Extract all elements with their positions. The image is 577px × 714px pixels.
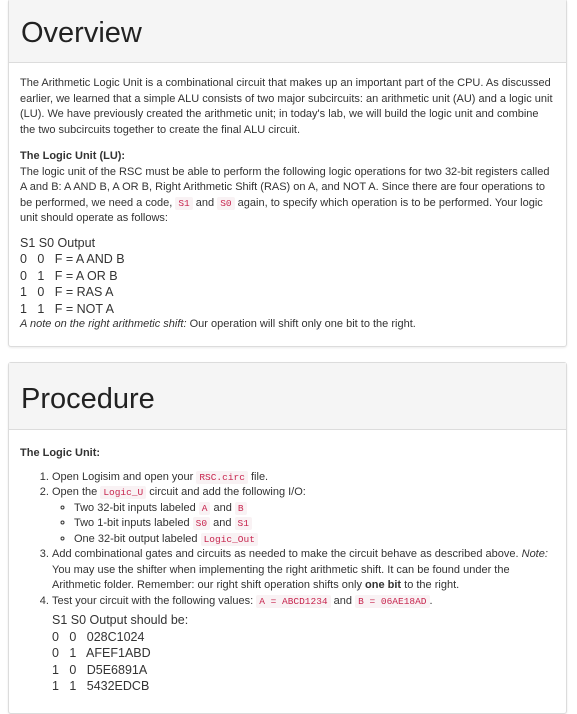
overview-panel: [8, 0, 567, 347]
procedure-logic-unit-heading: The Logic Unit:: [20, 447, 101, 459]
expected-output-row: 1 1 5432EDCB: [52, 679, 150, 693]
step-1: 1. Open Logisim and open your RSC.circ file.: [52, 470, 555, 486]
procedure-steps: [20, 470, 555, 695]
logic-unit-description: The logic unit of the RSC must be able to perform the following logic operations for two 32-bit registers called A and B: A AND B, A OR B, Right Arithmetic Shift (RAS) on A, and NOT A. Since there are four operations to be performed, we need a code, S1 and S0 again, to specify which operation is to be performed. Your logic unit should operate as follows:: [20, 165, 550, 224]
step-2: 2. Open the Logic_U circuit and add the following I/O: ◦ Two 32-bit inputs labeled A and B ◦ Two 1-bit inputs labeled S0 and S1 ◦ One 32-bit output labeled Logic_Out: [52, 485, 555, 547]
io-item-inputs-1bit: ◦ Two 1-bit inputs labeled S0 and S1: [74, 516, 555, 532]
code-s1: S1: [175, 197, 192, 210]
io-list: [52, 501, 555, 548]
overview-title: Overview: [21, 17, 142, 49]
truth-table-row: 1 1 F = NOT A: [20, 301, 114, 316]
expected-output-header: S1 S0 Output should be:: [52, 613, 189, 627]
overview-intro: The Arithmetic Logic Unit is a combinational circuit that makes up an important part of the CPU. As discussed earlier, we learned that a simple ALU consists of two major subcircuits: an arithmetic unit (AU) and a logic unit (LU). We have previously created the arithmetic unit; in today's lab, we will build the logic unit and combine the two subcircuits together to create the final ALU circuit.: [20, 77, 553, 136]
overview-body: [9, 63, 566, 333]
truth-table: [20, 235, 555, 318]
logic-unit-heading: The Logic Unit (LU):: [20, 150, 126, 162]
procedure-title: Procedure: [21, 383, 155, 415]
overview-header: [9, 0, 566, 63]
truth-table-header: S1 S0 Output: [20, 235, 96, 250]
procedure-header: [9, 363, 566, 430]
truth-table-row: 0 1 F = A OR B: [20, 268, 118, 283]
io-item-output: ◦ One 32-bit output labeled Logic_Out: [74, 532, 555, 548]
step-4: 4. Test your circuit with the following values: A = ABCD1234 and B = 06AE18AD . S1 S0 Output should be: 0 0 028C1024 0 1 AFEF1ABD 1 0 D5E6891A 1 1 5432EDCB: [52, 594, 555, 695]
step-3: 3. Add combinational gates and circuits as needed to make the circuit behave as described above. Note: You may use the shifter when implementing the right arithmetic shift. It can be found under the Arithmetic folder. Remember: our right shift operation shifts only one bit to the right.: [52, 547, 555, 594]
procedure-panel: [8, 362, 567, 714]
procedure-body: [9, 430, 566, 695]
truth-table-row: 0 0 F = A AND B: [20, 252, 125, 266]
code-logic-u: Logic_U: [100, 486, 146, 499]
code-rsc-circ: RSC.circ: [196, 471, 248, 484]
code-s0: S0: [217, 197, 234, 210]
truth-table-row: 1 0 F = RAS A: [20, 285, 114, 299]
expected-output-row: 1 0 D5E6891A: [52, 662, 148, 677]
io-item-inputs-32bit: ◦ Two 32-bit inputs labeled A and B: [74, 501, 555, 517]
shift-note: A note on the right arithmetic shift: Our operation will shift only one bit to the right.: [20, 318, 416, 330]
expected-output-row: 0 1 AFEF1ABD: [52, 646, 151, 660]
expected-output-table: [52, 612, 555, 695]
expected-output-row: 0 0 028C1024: [52, 629, 145, 644]
